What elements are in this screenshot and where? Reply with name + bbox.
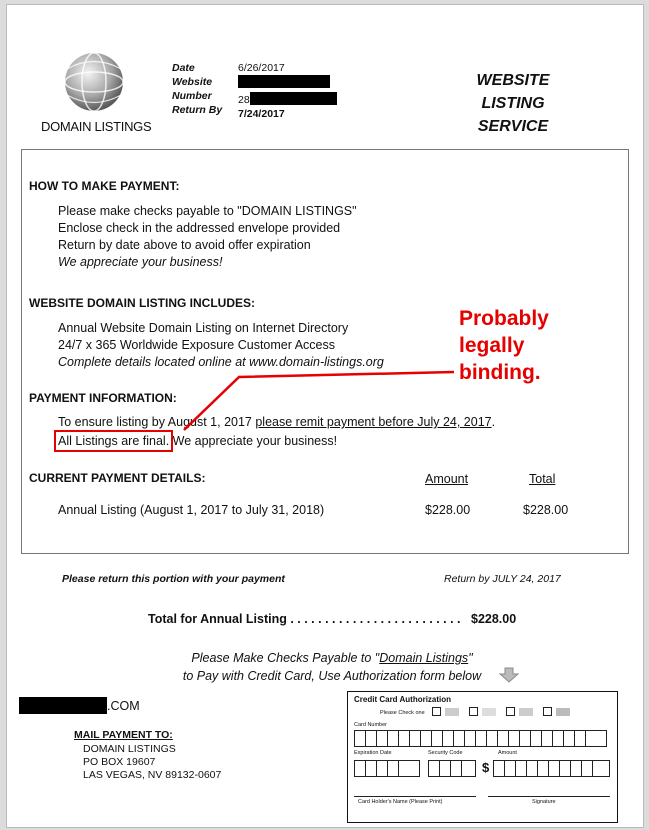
domain-redacted bbox=[19, 697, 107, 714]
digit-cell bbox=[443, 731, 454, 746]
digit-cell bbox=[498, 731, 509, 746]
website-label: Website bbox=[172, 76, 213, 88]
digit-cell bbox=[564, 731, 575, 746]
how-to-pay-line: Enclose check in the addressed envelope provided bbox=[58, 221, 341, 235]
digit-cell bbox=[476, 731, 487, 746]
digit-cell bbox=[421, 731, 432, 746]
amount-header: Amount bbox=[425, 472, 469, 486]
domain-suffix: .COM bbox=[107, 699, 140, 713]
appreciate-text: We appreciate your business! bbox=[169, 434, 338, 448]
digit-cell bbox=[366, 731, 377, 746]
digit-cell bbox=[553, 731, 564, 746]
digit-cell bbox=[575, 731, 586, 746]
annotation-arrow-line bbox=[167, 370, 467, 440]
digit-cell bbox=[509, 731, 520, 746]
digit-cell bbox=[388, 761, 399, 776]
digit-cell bbox=[487, 731, 498, 746]
return-label: Return By bbox=[172, 104, 223, 116]
return-by-text: Return by JULY 24, 2017 bbox=[444, 573, 561, 585]
digit-cell bbox=[377, 761, 388, 776]
total-annual-value: $228.00 bbox=[471, 612, 517, 626]
card-logo-icon bbox=[519, 708, 533, 716]
mail-address-line: PO BOX 19607 bbox=[83, 756, 156, 768]
digit-cell bbox=[465, 731, 476, 746]
card-type-checkbox[interactable] bbox=[506, 707, 515, 716]
globe-logo-icon bbox=[59, 49, 129, 115]
listings-final-text: All Listings are final. bbox=[58, 434, 170, 448]
card-logo-icon bbox=[482, 708, 496, 716]
digit-cell bbox=[520, 731, 531, 746]
digit-cell bbox=[451, 761, 462, 776]
digit-cell bbox=[538, 761, 549, 776]
how-to-pay-line: Return by date above to avoid offer expiration bbox=[58, 238, 311, 252]
digit-cell bbox=[377, 731, 388, 746]
cc-check-one: Please Check one bbox=[380, 710, 425, 716]
instruction-quote: " bbox=[468, 651, 473, 665]
card-logo-icon bbox=[445, 708, 459, 716]
mail-heading: MAIL PAYMENT TO: bbox=[74, 729, 173, 741]
digit-cell bbox=[582, 761, 593, 776]
cc-security-label: Security Code bbox=[428, 750, 463, 756]
number-label: Number bbox=[172, 90, 212, 102]
cardholder-name-line[interactable] bbox=[354, 796, 476, 797]
digit-cell bbox=[527, 761, 538, 776]
cc-card-number-label: Card Number bbox=[354, 722, 388, 728]
remit-deadline-text: please remit payment before July 24, 2017 bbox=[255, 415, 492, 429]
card-type-checkbox[interactable] bbox=[432, 707, 441, 716]
card-type-checkbox[interactable] bbox=[543, 707, 552, 716]
cc-signature-label: Signature bbox=[532, 799, 556, 805]
current-details-heading: CURRENT PAYMENT DETAILS: bbox=[29, 471, 206, 485]
card-number-field[interactable] bbox=[354, 730, 607, 747]
how-to-pay-line: We appreciate your business! bbox=[58, 255, 223, 269]
digit-cell bbox=[560, 761, 571, 776]
digit-cell bbox=[388, 731, 399, 746]
annotation-text: binding. bbox=[459, 361, 541, 384]
digit-cell bbox=[366, 761, 377, 776]
number-value: 28 bbox=[238, 94, 250, 106]
mail-address-line: LAS VEGAS, NV 89132-0607 bbox=[83, 769, 222, 781]
digit-cell bbox=[410, 731, 421, 746]
number-redacted bbox=[250, 92, 337, 105]
total-annual-label: Total for Annual Listing . . . . . . . . . . . . . . . . . . . . . . . . . bbox=[148, 612, 461, 626]
digit-cell bbox=[355, 761, 366, 776]
credit-card-form bbox=[347, 691, 618, 823]
service-title-line2: SERVICE bbox=[477, 118, 549, 135]
cc-amount-label: Amount bbox=[498, 750, 517, 756]
digit-cell bbox=[531, 731, 542, 746]
digit-cell bbox=[429, 761, 440, 776]
listing-row-total: $228.00 bbox=[523, 503, 569, 517]
return-portion-text: Please return this portion with your payment bbox=[62, 573, 285, 585]
includes-line: Annual Website Domain Listing on Internet Directory bbox=[58, 321, 349, 335]
digit-cell bbox=[494, 761, 505, 776]
security-code-field[interactable] bbox=[428, 760, 476, 777]
digit-cell bbox=[571, 761, 582, 776]
date-value: 6/26/2017 bbox=[238, 62, 285, 74]
digit-cell bbox=[454, 731, 465, 746]
digit-cell bbox=[440, 761, 451, 776]
how-to-pay-line: Please make checks payable to "DOMAIN LISTINGS" bbox=[58, 204, 357, 218]
instruction-text: Please Make Checks Payable to " bbox=[191, 651, 380, 665]
annotation-text: legally bbox=[459, 334, 525, 357]
digit-cell bbox=[432, 731, 443, 746]
annotation-text: Probably bbox=[459, 307, 549, 330]
cc-title: Credit Card Authorization bbox=[354, 695, 452, 704]
how-to-pay-heading: HOW TO MAKE PAYMENT: bbox=[29, 179, 180, 193]
card-logo-icon bbox=[556, 708, 570, 716]
website-redacted bbox=[238, 75, 330, 88]
digit-cell bbox=[549, 761, 560, 776]
digit-cell bbox=[399, 731, 410, 746]
signature-line[interactable] bbox=[488, 796, 610, 797]
digit-cell bbox=[516, 761, 527, 776]
includes-line: Complete details located online at www.domain-listings.org bbox=[58, 355, 384, 369]
digit-cell bbox=[355, 731, 366, 746]
total-header: Total bbox=[529, 472, 556, 486]
cc-expiration-label: Expiration Date bbox=[354, 750, 392, 756]
payment-info-text: To ensure listing by August 1, 2017 bbox=[58, 415, 256, 429]
payment-info-period: . bbox=[491, 415, 496, 429]
card-type-checkbox[interactable] bbox=[469, 707, 478, 716]
cc-cardholder-label: Card Holder's Name (Please Print) bbox=[358, 799, 443, 805]
mail-address-line: DOMAIN LISTINGS bbox=[83, 743, 176, 755]
includes-line: 24/7 x 365 Worldwide Exposure Customer Access bbox=[58, 338, 335, 352]
listing-row-amount: $228.00 bbox=[425, 503, 471, 517]
includes-heading: WEBSITE DOMAIN LISTING INCLUDES: bbox=[29, 296, 255, 310]
expiration-field[interactable] bbox=[354, 760, 420, 777]
return-value: 7/24/2017 bbox=[238, 108, 285, 120]
arrow-down-icon bbox=[499, 667, 519, 683]
logo-name: DOMAIN LISTINGS bbox=[41, 119, 152, 134]
domain-listings-payee: Domain Listings bbox=[379, 651, 469, 665]
digit-cell bbox=[505, 761, 516, 776]
listing-row-label: Annual Listing (August 1, 2017 to July 31, 2018) bbox=[58, 503, 325, 517]
instruction-text-2: to Pay with Credit Card, Use Authorization form below bbox=[182, 669, 482, 683]
service-title-line1: WEBSITE LISTING bbox=[476, 72, 550, 112]
amount-field[interactable] bbox=[493, 760, 610, 777]
cc-dollar-sign: $ bbox=[482, 760, 490, 775]
digit-cell bbox=[542, 731, 553, 746]
invoice-page bbox=[6, 4, 644, 828]
date-label: Date bbox=[172, 62, 195, 74]
payment-info-heading: PAYMENT INFORMATION: bbox=[29, 391, 177, 405]
